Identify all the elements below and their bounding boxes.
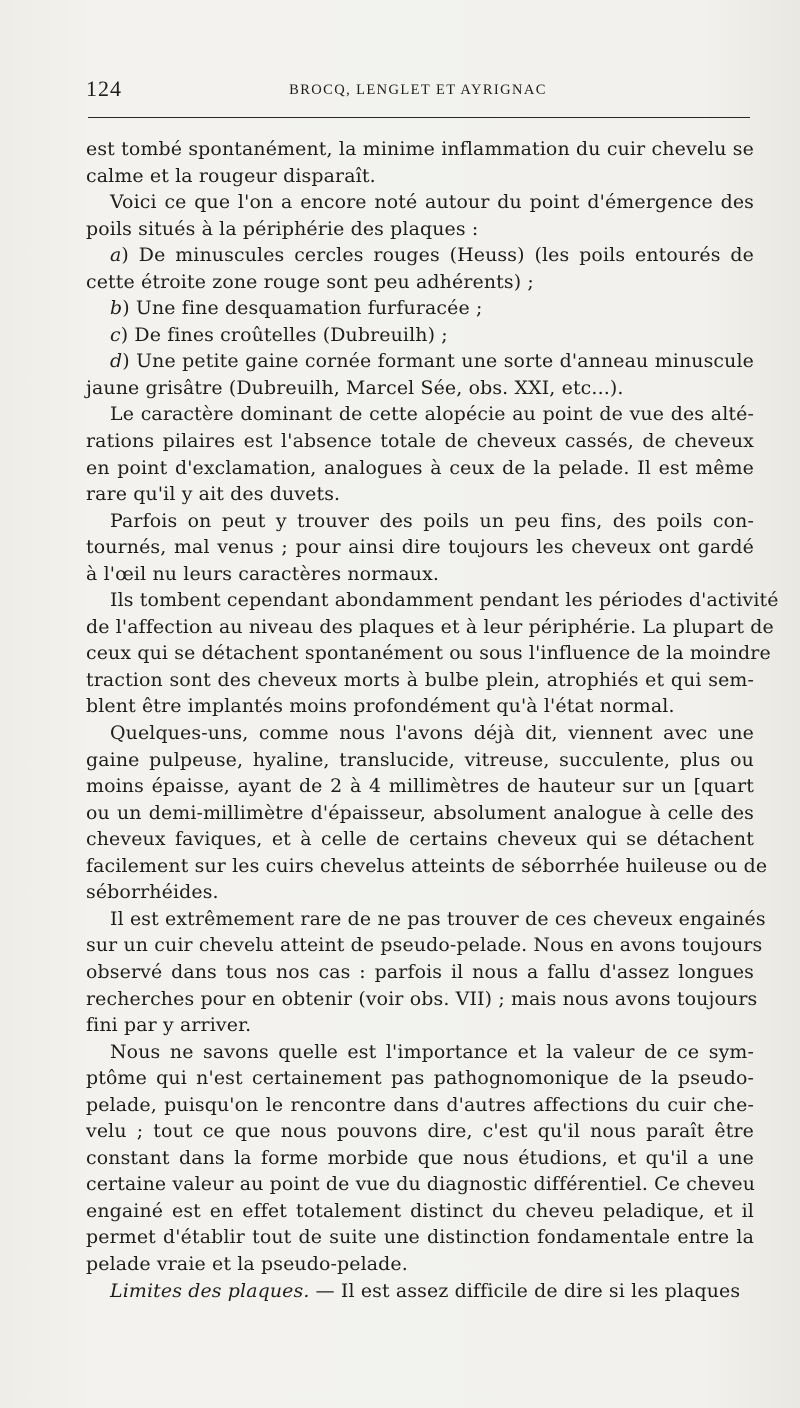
text-line — [86, 1171, 754, 1198]
line-text: rare qu'il y ait des duvets. — [86, 483, 341, 506]
text-line — [86, 348, 754, 375]
text-line — [86, 242, 754, 269]
line-text: calme et la rougeur disparaît. — [86, 164, 376, 187]
text-line — [86, 853, 768, 880]
line-text: à l'œil nu leurs caractères normaux. — [86, 562, 440, 585]
line-text: engainé est en effet totalement distinct du cheveu peladique, et il — [86, 1199, 754, 1222]
text-line — [86, 534, 754, 561]
line-text: ) De minuscules cercles rouges (Heuss) (les poils entourés de — [121, 244, 754, 267]
running-title: BROCQ, LENGLET ET AYRIGNAC — [289, 82, 547, 98]
text-line — [86, 693, 754, 720]
text-line — [86, 163, 754, 190]
line-text: certaine valeur au point de vue du diagnostic différentiel. Ce cheveu — [86, 1173, 756, 1196]
header-rule — [88, 117, 750, 118]
line-text: — Il est assez difficile de dire si les plaques — [309, 1279, 741, 1302]
line-text: recherches pour en obtenir (voir obs. VII) ; mais nous avons toujours — [86, 987, 758, 1010]
line-text: jaune grisâtre (Dubreuilh, Marcel Sée, obs. XXI, etc...). — [86, 376, 624, 399]
line-text: sur un cuir chevelu atteint de pseudo-pelade. Nous en avons toujours — [86, 934, 763, 957]
text-line — [86, 1224, 754, 1251]
text-line — [86, 375, 754, 402]
line-text: cheveux faviques, et à celle de certains cheveux qui se détachent — [86, 828, 754, 851]
page-number: 124 — [86, 76, 122, 101]
line-text: cette étroite zone rouge sont peu adhérents) ; — [86, 270, 534, 293]
text-line — [86, 481, 754, 508]
line-text: traction sont des cheveux morts à bulbe plein, atrophiés et qui sem- — [86, 668, 754, 691]
italic-lead: d — [110, 350, 123, 373]
line-text: ptôme qui n'est certainement pas pathognomonique de la pseudo- — [86, 1067, 754, 1090]
text-line — [86, 826, 754, 853]
text-line — [86, 1039, 754, 1066]
line-text: constant dans la forme morbide que nous étudions, et qu'il a une — [86, 1146, 754, 1169]
line-text: pelade, puisqu'on le rencontre dans d'autres affections du cuir che- — [86, 1093, 754, 1116]
italic-lead: a — [110, 244, 122, 267]
text-line — [86, 773, 754, 800]
line-text: moins épaisse, ayant de 2 à 4 millimètres de hauteur sur un [quart — [86, 775, 754, 798]
text-line — [86, 561, 754, 588]
line-text: est tombé spontanément, la minime inflammation du cuir chevelu se — [86, 138, 754, 160]
text-line — [86, 800, 754, 827]
line-text: Quelques-uns, comme nous l'avons déjà dit, viennent avec une — [110, 722, 754, 745]
text-line — [86, 1251, 754, 1278]
text-line — [86, 747, 754, 774]
text-line — [86, 906, 766, 933]
text-line — [86, 136, 754, 163]
text-line — [86, 189, 754, 216]
line-text: pelade vraie et la pseudo-pelade. — [86, 1252, 408, 1275]
line-text: blent être implantés moins profondément qu'à l'état normal. — [86, 695, 675, 718]
body-text — [86, 136, 779, 1304]
page-header — [86, 76, 750, 106]
italic-lead: Limites des plaques. — [110, 1279, 310, 1302]
text-line — [86, 1092, 754, 1119]
text-line — [86, 295, 754, 322]
line-text: ceux qui se détachent spontanément ou sous l'influence de la moindre — [86, 642, 771, 665]
line-text: Le caractère dominant de cette alopécie au point de vue des alté- — [110, 403, 754, 426]
line-text: Nous ne savons quelle est l'importance et la valeur de ce sym- — [110, 1040, 754, 1063]
text-line — [86, 587, 779, 614]
text-line — [86, 216, 754, 243]
text-line — [86, 879, 754, 906]
line-text: facilement sur les cuirs chevelus atteints de séborrhée huileuse ou de — [86, 854, 768, 877]
text-line — [86, 1012, 754, 1039]
text-line — [86, 322, 754, 349]
text-line — [86, 640, 771, 667]
text-line — [86, 428, 754, 455]
text-line — [86, 508, 754, 535]
line-text: Parfois on peut y trouver des poils un peu fins, des poils con- — [110, 509, 754, 532]
text-line — [86, 959, 754, 986]
text-line — [86, 269, 754, 296]
line-text: Ils tombent cependant abondamment pendant les périodes d'activité — [110, 589, 779, 612]
line-text: de l'affection au niveau des plaques et à leur périphérie. La plupart de — [86, 615, 774, 638]
text-line — [86, 720, 754, 747]
line-text: ) Une fine desquamation furfuracée ; — [122, 297, 483, 320]
line-text: permet d'établir tout de suite une distinction fondamentale entre la — [86, 1226, 754, 1249]
line-text: ou un demi-millimètre d'épaisseur, absolument analogue à celle des — [86, 801, 754, 824]
line-text: en point d'exclamation, analogues à ceux de la pelade. Il est même — [86, 456, 754, 479]
text-line — [86, 1065, 754, 1092]
italic-lead: b — [110, 297, 123, 320]
text-line — [86, 986, 758, 1013]
text-line — [86, 1118, 754, 1145]
text-line — [86, 1145, 754, 1172]
line-text: Voici ce que l'on a encore noté autour du point d'émergence des — [110, 191, 754, 214]
line-text: fini par y arriver. — [86, 1014, 252, 1037]
text-line — [86, 1198, 754, 1225]
text-line — [86, 455, 754, 482]
line-text: tournés, mal venus ; pour ainsi dire toujours les cheveux ont gardé — [86, 536, 754, 559]
line-text: ) De fines croûtelles (Dubreuilh) ; — [120, 323, 448, 346]
line-text: poils situés à la périphérie des plaques : — [86, 217, 479, 240]
text-line — [86, 614, 774, 641]
text-line — [86, 932, 763, 959]
line-text: rations pilaires est l'absence totale de cheveux cassés, de cheveux — [86, 430, 754, 453]
line-text: velu ; tout ce que nous pouvons dire, c'est qu'il nous paraît être — [86, 1120, 754, 1143]
text-line — [86, 667, 754, 694]
italic-lead: c — [110, 323, 121, 346]
line-text: observé dans tous nos cas : parfois il nous a fallu d'assez longues — [86, 960, 754, 983]
line-text: ) Une petite gaine cornée formant une sorte d'anneau minuscule — [122, 350, 754, 373]
line-text: gaine pulpeuse, hyaline, translucide, vitreuse, succulente, plus ou — [86, 748, 754, 771]
text-line — [86, 401, 754, 428]
line-text: Il est extrêmement rare de ne pas trouver de ces cheveux engainés — [110, 907, 766, 930]
text-line — [86, 1278, 754, 1305]
line-text: séborrhéides. — [86, 881, 219, 904]
